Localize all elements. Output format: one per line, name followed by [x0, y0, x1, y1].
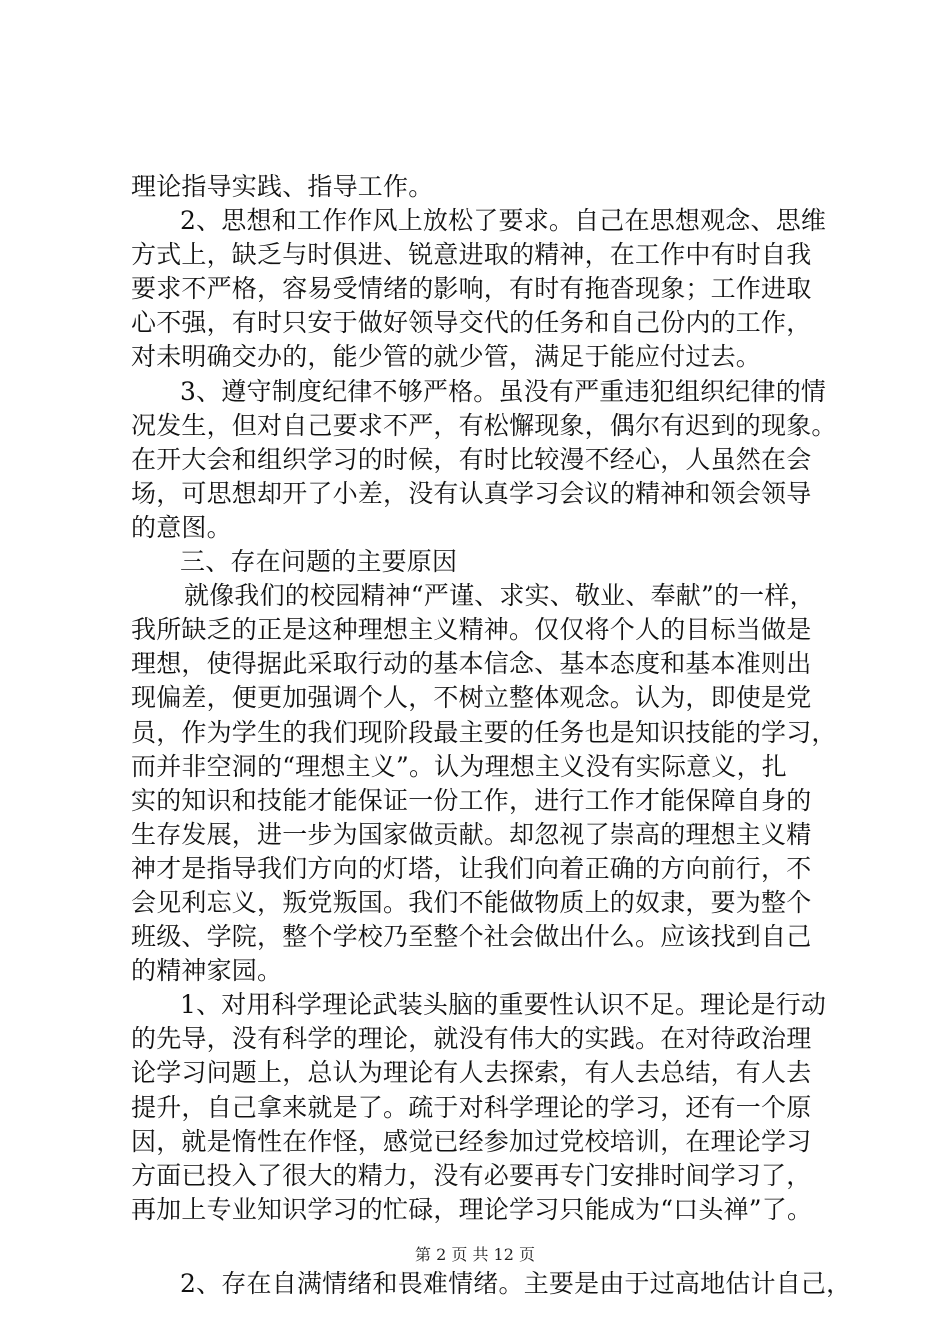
text-line: 方式上，缺乏与时俱进、锐意进取的精神，在工作中有时自我	[131, 240, 812, 270]
text-line: 现偏差，便更加强调个人，不树立整体观念。认为，即使是党	[131, 683, 812, 713]
text-line: 生存发展，进一步为国家做贡献。却忽视了崇高的理想主义精	[131, 819, 812, 849]
text-line: 1、对用科学理论武装头脑的重要性认识不足。理论是行动	[180, 990, 827, 1020]
text-line: 2、存在自满情绪和畏难情绪。主要是由于过高地估计自己，	[180, 1268, 852, 1298]
section-heading: 三、存在问题的主要原因	[180, 547, 458, 577]
text-line: 我所缺乏的正是这种理想主义精神。仅仅将个人的目标当做是	[131, 615, 812, 645]
text-line: 对未明确交办的，能少管的就少管，满足于能应付过去。	[131, 342, 762, 372]
text-line: 实的知识和技能才能保证一份工作，进行工作才能保障自身的	[131, 785, 812, 815]
text-line: 理想，使得据此采取行动的基本信念、基本态度和基本准则出	[131, 649, 812, 679]
text-line: 要求不严格，容易受情绪的影响，有时有拖沓现象；工作进取	[131, 274, 812, 304]
text-line: 心不强，有时只安于做好领导交代的任务和自己份内的工作，	[131, 308, 812, 338]
text-line: 因，就是惰性在作怪，感觉已经参加过党校培训，在理论学习	[131, 1126, 812, 1156]
text-line: 神才是指导我们方向的灯塔，让我们向着正确的方向前行，不	[131, 853, 812, 883]
text-line: 的先导，没有科学的理论，就没有伟大的实践。在对待政治理	[131, 1024, 812, 1054]
text-line: 会见利忘义，叛党叛国。我们不能做物质上的奴隶，要为整个	[131, 887, 812, 917]
text-line: 而并非空洞的“理想主义”。认为理想主义没有实际意义，扎	[131, 751, 787, 781]
text-line: 的精神家园。	[131, 956, 283, 986]
text-line: 2、思想和工作作风上放松了要求。自己在思想观念、思维	[180, 206, 827, 236]
text-line: 理论指导实践、指导工作。	[131, 172, 434, 201]
page-number-footer: 第 2 页 共 12 页	[415, 1245, 535, 1264]
document-body	[131, 170, 852, 1301]
text-line: 在开大会和组织学习的时候，有时比较漫不经心，人虽然在会	[131, 444, 812, 474]
text-line: 方面已投入了很大的精力，没有必要再专门安排时间学习了，	[131, 1160, 812, 1190]
text-line: 提升，自己拿来就是了。疏于对科学理论的学习，还有一个原	[131, 1092, 812, 1122]
text-line: 的意图。	[131, 512, 232, 542]
text-line: 班级、学院，整个学校乃至整个社会做出什么。应该找到自己	[131, 922, 812, 952]
text-line: 场，可思想却开了小差，没有认真学习会议的精神和领会领导	[131, 478, 812, 508]
text-line: 况发生，但对自己要求不严，有松懈现象，偶尔有迟到的现象。	[131, 410, 837, 440]
text-line: 员，作为学生的我们现阶段最主要的任务也是知识技能的学习，	[131, 717, 837, 747]
text-line: 3、遵守制度纪律不够严格。虽没有严重违犯组织纪律的情	[180, 376, 827, 406]
text-line: 就像我们的校园精神“严谨、求实、敬业、奉献”的一样，	[184, 581, 815, 611]
text-line: 论学习问题上，总认为理论有人去探索，有人去总结，有人去	[131, 1058, 812, 1088]
text-line: 再加上专业知识学习的忙碌，理论学习只能成为“口头禅”了。	[131, 1194, 813, 1224]
